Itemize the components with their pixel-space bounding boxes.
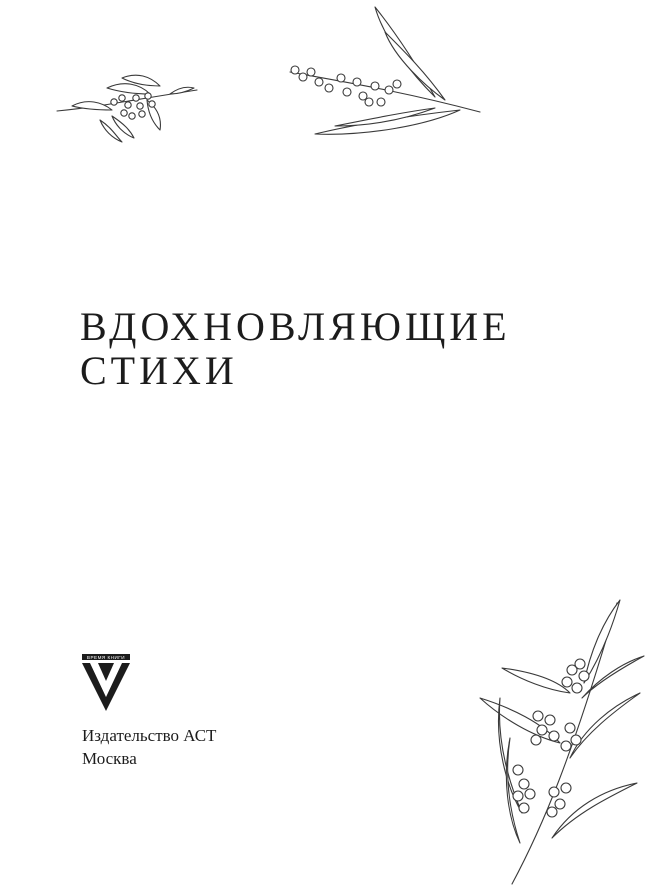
book-title-line-1: ВДОХНОВЛЯЮЩИЕ	[80, 304, 511, 349]
publisher-name: Издательство АСТ	[82, 726, 217, 745]
mimosa-sprig-bottom-right-icon	[472, 598, 647, 886]
publisher-info	[82, 724, 216, 770]
mimosa-sprig-top-center-icon	[285, 2, 485, 142]
publisher-logo-text: ВРЕМЯ КНИГИ	[86, 655, 126, 660]
book-title	[80, 305, 511, 393]
mimosa-sprig-top-left-icon	[52, 58, 202, 148]
book-title-line-2: СТИХИ	[80, 348, 238, 393]
publisher-logo-icon	[80, 653, 132, 713]
publisher-city: Москва	[82, 749, 137, 768]
